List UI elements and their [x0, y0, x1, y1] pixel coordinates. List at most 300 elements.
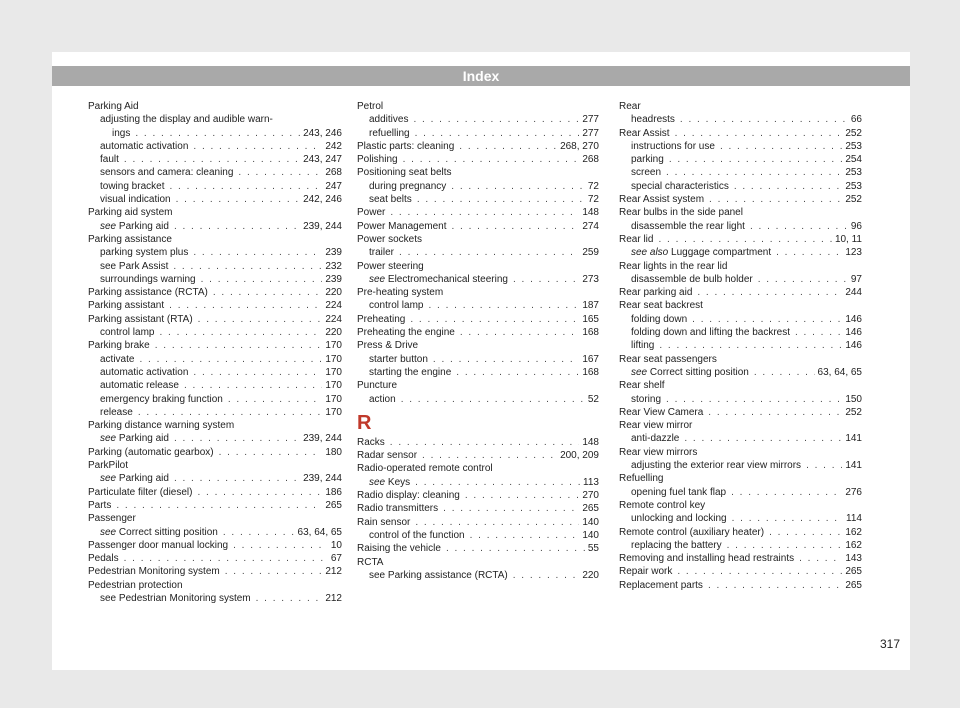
- index-heading: Rear bulbs in the side panel: [619, 207, 743, 219]
- index-entry: [619, 153, 862, 166]
- index-entry: [88, 353, 342, 366]
- index-heading: adjusting the display and audible warn-: [100, 114, 273, 126]
- index-entry: [357, 476, 599, 489]
- entry-text: [100, 432, 169, 445]
- dot-leader: [159, 326, 322, 339]
- page-ref: 274: [582, 220, 599, 232]
- page-ref: 55: [587, 543, 599, 555]
- page-ref: 162: [845, 526, 862, 538]
- index-heading: Petrol: [357, 101, 384, 112]
- index-entry: [357, 206, 599, 219]
- entry-text: storing: [631, 393, 662, 405]
- dot-leader: [697, 286, 842, 299]
- index-entry: [619, 127, 862, 140]
- index-heading: RCTA: [357, 556, 384, 568]
- entry-text: special characteristics: [631, 180, 729, 192]
- entry-text: automatic release: [100, 380, 179, 392]
- entry-text: starting the engine: [369, 366, 452, 378]
- index-entry: [619, 432, 862, 445]
- index-entry: [619, 512, 862, 525]
- page-ref: 220: [582, 569, 599, 581]
- page-ref: 239: [325, 273, 342, 285]
- page-ref: 63, 64, 65: [817, 366, 862, 378]
- page-ref: 224: [325, 313, 342, 325]
- entry-text: disassemble the rear light: [631, 220, 745, 232]
- page-ref: 52: [587, 393, 599, 405]
- entry-text: action: [369, 393, 396, 405]
- page-ref: 170: [325, 340, 342, 352]
- index-entry: [88, 326, 342, 339]
- entry-text: sensors and camera: cleaning: [100, 167, 234, 179]
- index-entry: [88, 539, 342, 552]
- page-ref: 239: [325, 247, 342, 259]
- dot-leader: [193, 140, 322, 153]
- page-ref: 96: [850, 220, 862, 232]
- page-ref: 239, 244: [303, 433, 342, 445]
- index-entry: [357, 449, 599, 462]
- page-ref: 265: [325, 499, 342, 511]
- dot-leader: [197, 486, 322, 499]
- index-entry: [88, 313, 342, 326]
- dot-leader: [666, 393, 842, 406]
- index-entry: [619, 486, 862, 499]
- page-ref: 270: [582, 490, 599, 502]
- index-entry: [619, 459, 862, 472]
- page-ref: 200, 209: [560, 450, 599, 462]
- see-label: see: [369, 476, 386, 488]
- dot-leader: [415, 127, 580, 140]
- entry-text: Radio transmitters: [357, 503, 439, 515]
- entry-text: lifting: [631, 340, 655, 352]
- page-ref: 146: [845, 313, 862, 325]
- entry-text: emergency braking function: [100, 393, 223, 405]
- index-entry: [357, 193, 599, 206]
- index-heading: Pre-heating system: [357, 287, 444, 299]
- index-entry: [88, 472, 342, 485]
- page-ref: 146: [845, 327, 862, 339]
- entry-term: Electromechanical steering: [387, 273, 508, 285]
- entry-text: Parking assistance (RCTA): [88, 287, 208, 299]
- index-heading: Parking distance warning system: [88, 420, 235, 432]
- entry-text: Plastic parts: cleaning: [357, 140, 455, 152]
- index-heading: Remote control key: [619, 499, 706, 511]
- index-entry: [357, 140, 599, 153]
- page-ref: 276: [845, 486, 862, 498]
- page-ref: 252: [845, 127, 862, 139]
- entry-text: Passenger door manual locking: [88, 539, 229, 551]
- index-heading: Positioning seat belts: [357, 167, 452, 179]
- dot-leader: [795, 326, 842, 339]
- index-entry: [357, 393, 599, 406]
- index-heading: Passenger: [88, 513, 136, 525]
- page-number: 317: [880, 637, 901, 651]
- index-heading: Rear view mirrors: [619, 446, 698, 458]
- index-entry: [88, 273, 342, 286]
- index-entry: [357, 489, 599, 502]
- dot-leader: [173, 260, 322, 273]
- dot-leader: [233, 539, 328, 552]
- page-ref: 170: [325, 406, 342, 418]
- index-entry: [88, 499, 342, 512]
- index-entry: [88, 526, 342, 539]
- page-ref: 167: [582, 353, 599, 365]
- page-ref: 168: [582, 366, 599, 378]
- page-ref: 168: [582, 327, 599, 339]
- entry-text: surroundings warning: [100, 273, 196, 285]
- see-label: see: [100, 473, 117, 485]
- page-ref: 140: [582, 529, 599, 541]
- index-entry: [619, 526, 862, 539]
- index-entry: [619, 193, 862, 206]
- dot-leader: [238, 166, 322, 179]
- index-heading: Rear: [619, 101, 641, 112]
- dot-leader: [155, 339, 323, 352]
- index-entry: [619, 366, 862, 379]
- entry-text: Radar sensor: [357, 450, 418, 462]
- dot-leader: [219, 446, 323, 459]
- index-entry: [88, 166, 342, 179]
- entry-text: Rear Assist system: [619, 194, 705, 206]
- entry-text: headrests: [631, 114, 675, 126]
- entry-text: Polishing: [357, 154, 398, 166]
- page-ref: 220: [325, 327, 342, 339]
- index-heading: Rear shelf: [619, 380, 665, 392]
- index-column-2: [357, 100, 599, 582]
- dot-leader: [124, 552, 328, 565]
- index-entry: [619, 246, 862, 259]
- entry-text: screen: [631, 167, 662, 179]
- index-heading: Puncture: [357, 380, 398, 392]
- index-entry: [88, 379, 342, 392]
- entry-text: Removing and installing head restraints: [619, 553, 795, 565]
- page-ref: 242: [325, 140, 342, 152]
- entry-text: replacing the battery: [631, 539, 722, 551]
- entry-text: unlocking and locking: [631, 513, 727, 525]
- dot-leader: [677, 565, 842, 578]
- page-ref: 114: [846, 513, 862, 525]
- page-ref: 123: [845, 247, 862, 259]
- dot-leader: [708, 406, 842, 419]
- entry-text: [100, 220, 169, 233]
- page-ref: 10, 11: [834, 233, 862, 245]
- entry-text: parking: [631, 154, 664, 166]
- entry-text: trailer: [369, 247, 395, 259]
- dot-leader: [708, 579, 842, 592]
- section-letter: R: [357, 411, 372, 434]
- entry-text: anti-dazzle: [631, 433, 680, 445]
- index-entry: [88, 552, 342, 565]
- index-entry: [357, 366, 599, 379]
- entry-text: release: [100, 406, 133, 418]
- page-ref: 254: [845, 154, 862, 166]
- dot-leader: [758, 273, 848, 286]
- see-label: see: [369, 273, 386, 285]
- index-heading: Rear seat backrest: [619, 300, 703, 312]
- entry-text: Pedestrian Monitoring system: [88, 566, 220, 578]
- index-entry: [357, 569, 599, 582]
- dot-leader: [460, 326, 579, 339]
- entry-text: [369, 476, 410, 489]
- entry-text: automatic activation: [100, 140, 189, 152]
- entry-text: Rear parking aid: [619, 287, 693, 299]
- entry-text: towing bracket: [100, 180, 165, 192]
- page-ref: 253: [845, 180, 862, 192]
- page-ref: 72: [587, 194, 599, 206]
- index-entry: [357, 127, 599, 140]
- page-ref: 165: [582, 313, 599, 325]
- dot-leader: [174, 472, 300, 485]
- index-entry: [619, 286, 862, 299]
- page-ref: 243, 247: [303, 154, 342, 166]
- index-entry: [88, 432, 342, 445]
- entry-text: Parts: [88, 499, 112, 511]
- dot-leader: [452, 220, 580, 233]
- dot-leader: [659, 339, 842, 352]
- page-ref: 224: [325, 300, 342, 312]
- dot-leader: [754, 366, 815, 379]
- dot-leader: [465, 489, 579, 502]
- page-ref: 268: [582, 154, 599, 166]
- index-entry: [88, 486, 342, 499]
- entry-text: see Pedestrian Monitoring system: [100, 592, 251, 604]
- page-ref: 277: [582, 114, 599, 126]
- dot-leader: [669, 153, 843, 166]
- index-entry: [88, 592, 342, 605]
- dot-leader: [433, 353, 579, 366]
- entry-term: Keys: [387, 476, 411, 488]
- entry-text: opening fuel tank flap: [631, 486, 727, 498]
- index-entry: [88, 220, 342, 233]
- entry-text: control lamp: [369, 300, 424, 312]
- dot-leader: [731, 486, 842, 499]
- page-ref: 141: [845, 460, 862, 472]
- index-entry: [88, 180, 342, 193]
- index-entry: [88, 260, 342, 273]
- entry-text: starter button: [369, 353, 428, 365]
- entry-text: control of the function: [369, 529, 465, 541]
- dot-leader: [451, 180, 585, 193]
- page-ref: 273: [582, 273, 599, 285]
- page-ref: 170: [325, 393, 342, 405]
- entry-text: see Parking assistance (RCTA): [369, 569, 508, 581]
- dot-leader: [198, 313, 323, 326]
- entry-text: Particulate filter (diesel): [88, 486, 193, 498]
- dot-leader: [422, 449, 557, 462]
- page-ref: 268: [325, 167, 342, 179]
- entry-text: ings: [112, 127, 131, 139]
- entry-term: Parking aid: [118, 220, 169, 232]
- index-heading: Press & Drive: [357, 340, 419, 352]
- index-entry: [357, 313, 599, 326]
- dot-leader: [193, 246, 322, 259]
- dot-leader: [176, 193, 300, 206]
- dot-leader: [709, 193, 842, 206]
- page-ref: 66: [850, 114, 862, 126]
- entry-text: Parking assistant (RTA): [88, 313, 193, 325]
- dot-leader: [456, 366, 579, 379]
- index-entry: [357, 180, 599, 193]
- page-ref: 148: [582, 207, 599, 219]
- page-ref: 186: [325, 486, 342, 498]
- entry-text: [631, 246, 771, 259]
- page-ref: 146: [845, 340, 862, 352]
- page-ref: 187: [582, 300, 599, 312]
- page-ref: 220: [325, 287, 342, 299]
- index-entry: [88, 140, 342, 153]
- index-heading: Parking Aid: [88, 101, 139, 112]
- index-heading: Pedestrian protection: [88, 579, 183, 591]
- index-entry: [619, 579, 862, 592]
- dot-leader: [470, 529, 580, 542]
- dot-leader: [675, 127, 843, 140]
- dot-leader: [390, 436, 580, 449]
- dot-leader: [135, 127, 300, 140]
- index-entry: [88, 299, 342, 312]
- index-entry: [357, 529, 599, 542]
- entry-text: Replacement parts: [619, 579, 703, 591]
- index-entry: [357, 326, 599, 339]
- index-entry: [619, 166, 862, 179]
- entry-text: adjusting the exterior rear view mirrors: [631, 460, 802, 472]
- index-heading: Parking assistance: [88, 233, 172, 245]
- entry-text: disassemble de bulb holder: [631, 273, 753, 285]
- index-heading: Power steering: [357, 260, 424, 272]
- index-entry: [619, 140, 862, 153]
- page-ref: 170: [325, 353, 342, 365]
- page-ref: 140: [582, 516, 599, 528]
- page-title: Index: [462, 68, 500, 84]
- dot-leader: [410, 313, 579, 326]
- index-entry: [88, 246, 342, 259]
- entry-text: fault: [100, 154, 119, 166]
- index-entry: [619, 180, 862, 193]
- dot-leader: [184, 379, 322, 392]
- entry-text: Remote control (auxiliary heater): [619, 526, 765, 538]
- entry-text: [100, 472, 169, 485]
- entry-text: folding down: [631, 313, 688, 325]
- page-ref: 170: [325, 366, 342, 378]
- page-ref: 170: [325, 380, 342, 392]
- page-ref: 252: [845, 406, 862, 418]
- index-entry: [619, 220, 862, 233]
- entry-text: Repair work: [619, 566, 673, 578]
- page-ref: 143: [845, 553, 862, 565]
- index-entry: [619, 273, 862, 286]
- entry-text: Preheating the engine: [357, 327, 455, 339]
- page-ref: 150: [845, 393, 862, 405]
- page-ref: 253: [845, 140, 862, 152]
- page-ref: 239, 244: [303, 473, 342, 485]
- entry-text: Rain sensor: [357, 516, 411, 528]
- entry-text: Raising the vehicle: [357, 543, 441, 555]
- dot-leader: [720, 140, 842, 153]
- index-entry: [88, 153, 342, 166]
- entry-text: Power: [357, 207, 386, 219]
- entry-text: during pregnancy: [369, 180, 447, 192]
- entry-text: Rear lid: [619, 233, 654, 245]
- dot-leader: [228, 393, 322, 406]
- dot-leader: [225, 565, 323, 578]
- dot-leader: [390, 206, 579, 219]
- page-ref: 212: [325, 592, 342, 604]
- page-ref: 259: [582, 247, 599, 259]
- dot-leader: [776, 246, 842, 259]
- dot-leader: [692, 313, 842, 326]
- entry-text: see Park Assist: [100, 260, 169, 272]
- index-entry: [88, 127, 342, 140]
- entry-text: Rear View Camera: [619, 406, 704, 418]
- entry-term: Correct sitting position: [649, 366, 749, 378]
- dot-leader: [443, 502, 579, 515]
- page-ref: 212: [325, 566, 342, 578]
- entry-text: control lamp: [100, 327, 155, 339]
- index-entry: [619, 313, 862, 326]
- dot-leader: [169, 180, 322, 193]
- page-ref: 63, 64, 65: [297, 526, 342, 538]
- page-ref: 242, 246: [303, 194, 342, 206]
- index-heading: ParkPilot: [88, 460, 129, 472]
- page-ref: 268, 270: [560, 140, 599, 152]
- index-entry: [619, 326, 862, 339]
- index-entry: [357, 353, 599, 366]
- see-label: see also: [631, 247, 669, 259]
- dot-leader: [415, 476, 580, 489]
- index-heading: Refuelling: [619, 473, 664, 485]
- page-ref: 113: [583, 476, 599, 488]
- index-entry: [619, 233, 862, 246]
- page-ref: 148: [582, 436, 599, 448]
- index-column-1: [88, 100, 342, 605]
- index-entry: [619, 113, 862, 126]
- dot-leader: [401, 393, 585, 406]
- dot-leader: [116, 499, 322, 512]
- entry-text: Parking (automatic gearbox): [88, 446, 214, 458]
- page-ref: 247: [325, 180, 342, 192]
- entry-term: Parking aid: [118, 473, 169, 485]
- entry-text: Racks: [357, 436, 385, 448]
- entry-text: [631, 366, 749, 379]
- dot-leader: [666, 166, 842, 179]
- dot-leader: [417, 193, 585, 206]
- page-header: [52, 66, 910, 86]
- entry-text: seat belts: [369, 194, 412, 206]
- page-ref: 67: [330, 553, 342, 565]
- index-heading: Radio-operated remote control: [357, 463, 493, 475]
- dot-leader: [428, 299, 579, 312]
- dot-leader: [223, 526, 295, 539]
- dot-leader: [213, 286, 322, 299]
- dot-leader: [727, 539, 843, 552]
- page-ref: 141: [845, 433, 862, 445]
- dot-leader: [169, 299, 322, 312]
- dot-leader: [513, 273, 579, 286]
- index-entry: [357, 246, 599, 259]
- index-entry: [619, 393, 862, 406]
- index-entry: [619, 539, 862, 552]
- dot-leader: [415, 516, 579, 529]
- entry-text: [100, 526, 218, 539]
- dot-leader: [139, 353, 322, 366]
- page-ref: 243, 246: [303, 127, 342, 139]
- index-entry: [88, 406, 342, 419]
- index-entry: [357, 220, 599, 233]
- dot-leader: [399, 246, 579, 259]
- entry-text: parking system plus: [100, 247, 189, 259]
- page-ref: 180: [325, 446, 342, 458]
- index-entry: [88, 286, 342, 299]
- index-entry: [619, 565, 862, 578]
- dot-leader: [513, 569, 580, 582]
